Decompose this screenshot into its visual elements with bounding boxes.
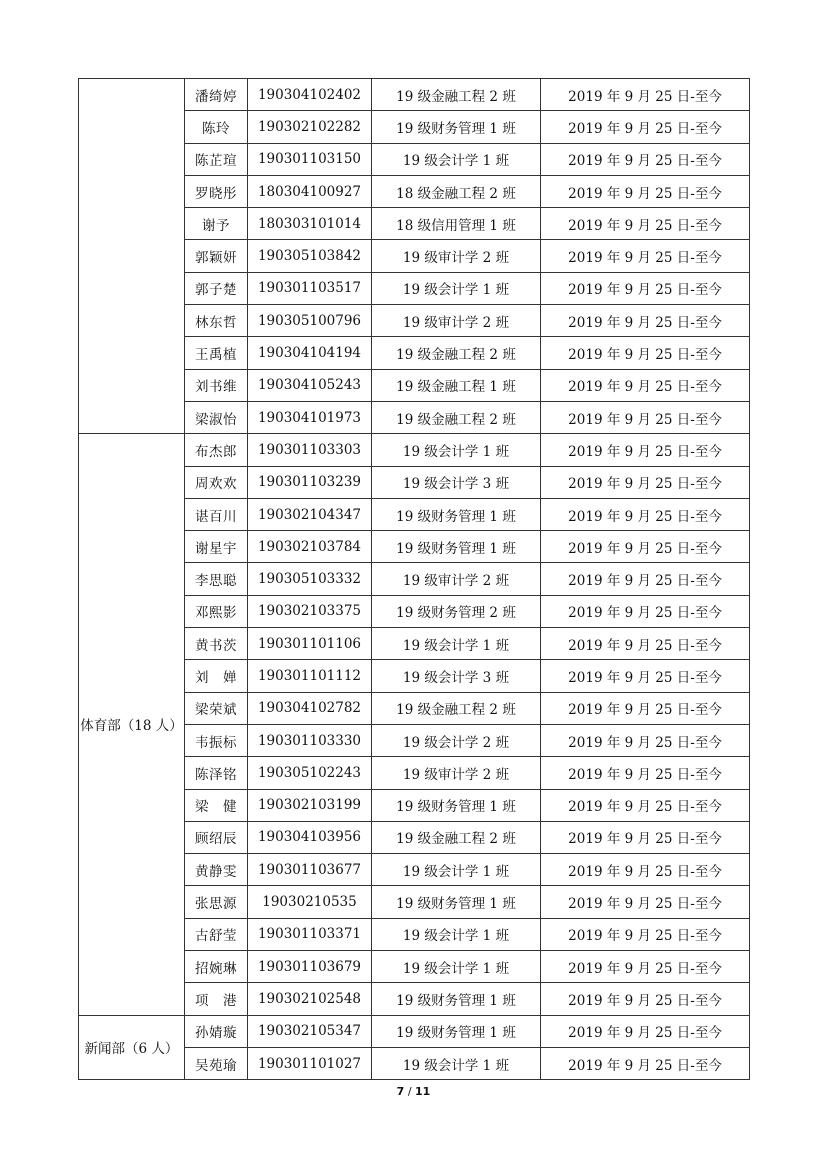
class-cell: 19 级财务管理 1 班 <box>372 111 541 143</box>
student-id-cell: 190302102548 <box>248 983 372 1015</box>
table-row <box>79 1015 750 1047</box>
member-name-cell: 李思聪 <box>185 563 248 595</box>
class-cell: 19 级财务管理 1 班 <box>372 1015 541 1047</box>
department-cell: 新闻部（6 人） <box>79 1015 185 1080</box>
student-id-cell: 190305100796 <box>248 305 372 337</box>
student-id-cell: 190302105347 <box>248 1015 372 1047</box>
term-period-cell: 2019 年 9 月 25 日-至今 <box>541 208 750 240</box>
class-cell: 19 级会计学 1 班 <box>372 272 541 304</box>
member-name-cell: 黄静雯 <box>185 854 248 886</box>
student-id-cell: 190301103239 <box>248 466 372 498</box>
member-name-cell: 潘绮婷 <box>185 79 248 111</box>
member-name-cell: 布杰郎 <box>185 434 248 466</box>
term-period-cell: 2019 年 9 月 25 日-至今 <box>541 369 750 401</box>
class-cell: 19 级会计学 1 班 <box>372 951 541 983</box>
class-cell: 19 级会计学 2 班 <box>372 724 541 756</box>
member-name-cell: 招婉琳 <box>185 951 248 983</box>
term-period-cell: 2019 年 9 月 25 日-至今 <box>541 466 750 498</box>
table-row <box>79 434 750 466</box>
class-cell: 18 级金融工程 2 班 <box>372 175 541 207</box>
class-cell: 19 级会计学 3 班 <box>372 466 541 498</box>
member-name-cell: 项 港 <box>185 983 248 1015</box>
term-period-cell: 2019 年 9 月 25 日-至今 <box>541 175 750 207</box>
member-name-cell: 陈泽铭 <box>185 757 248 789</box>
student-id-cell: 190305102243 <box>248 757 372 789</box>
student-id-cell: 190301101106 <box>248 628 372 660</box>
term-period-cell: 2019 年 9 月 25 日-至今 <box>541 595 750 627</box>
student-id-cell: 190305103842 <box>248 240 372 272</box>
class-cell: 19 级会计学 1 班 <box>372 918 541 950</box>
current-page-number: 7 <box>396 1085 405 1098</box>
student-id-cell: 190301103330 <box>248 724 372 756</box>
member-name-cell: 陈芷瑄 <box>185 143 248 175</box>
student-id-cell: 190302103199 <box>248 789 372 821</box>
class-cell: 19 级金融工程 2 班 <box>372 337 541 369</box>
member-name-cell: 张思源 <box>185 886 248 918</box>
student-id-cell: 190301103517 <box>248 272 372 304</box>
student-id-cell: 190304102402 <box>248 79 372 111</box>
student-id-cell: 190304105243 <box>248 369 372 401</box>
class-cell: 19 级财务管理 1 班 <box>372 498 541 530</box>
student-id-cell: 190301103150 <box>248 143 372 175</box>
member-name-cell: 韦振标 <box>185 724 248 756</box>
member-name-cell: 孙婧璇 <box>185 1015 248 1047</box>
student-id-cell: 180304100927 <box>248 175 372 207</box>
term-period-cell: 2019 年 9 月 25 日-至今 <box>541 111 750 143</box>
term-period-cell: 2019 年 9 月 25 日-至今 <box>541 789 750 821</box>
member-name-cell: 邓熙影 <box>185 595 248 627</box>
student-id-cell: 190302104347 <box>248 498 372 530</box>
member-name-cell: 顾绍辰 <box>185 821 248 853</box>
class-cell: 19 级财务管理 2 班 <box>372 595 541 627</box>
class-cell: 19 级金融工程 2 班 <box>372 79 541 111</box>
member-name-cell: 黄书茨 <box>185 628 248 660</box>
member-roster-table <box>78 78 750 1080</box>
term-period-cell: 2019 年 9 月 25 日-至今 <box>541 1047 750 1079</box>
student-id-cell: 190301101027 <box>248 1047 372 1079</box>
total-page-count: 11 <box>415 1085 431 1098</box>
roster-body <box>79 79 750 1080</box>
term-period-cell: 2019 年 9 月 25 日-至今 <box>541 628 750 660</box>
term-period-cell: 2019 年 9 月 25 日-至今 <box>541 854 750 886</box>
member-name-cell: 罗晓彤 <box>185 175 248 207</box>
term-period-cell: 2019 年 9 月 25 日-至今 <box>541 143 750 175</box>
term-period-cell: 2019 年 9 月 25 日-至今 <box>541 305 750 337</box>
member-name-cell: 古舒莹 <box>185 918 248 950</box>
member-name-cell: 刘书维 <box>185 369 248 401</box>
class-cell: 19 级会计学 1 班 <box>372 434 541 466</box>
term-period-cell: 2019 年 9 月 25 日-至今 <box>541 757 750 789</box>
class-cell: 19 级财务管理 1 班 <box>372 886 541 918</box>
student-id-cell: 190305103332 <box>248 563 372 595</box>
class-cell: 19 级会计学 3 班 <box>372 660 541 692</box>
term-period-cell: 2019 年 9 月 25 日-至今 <box>541 240 750 272</box>
class-cell: 19 级财务管理 1 班 <box>372 531 541 563</box>
class-cell: 18 级信用管理 1 班 <box>372 208 541 240</box>
class-cell: 19 级金融工程 2 班 <box>372 692 541 724</box>
member-name-cell: 王禹植 <box>185 337 248 369</box>
table-row <box>79 79 750 111</box>
member-name-cell: 郭颖妍 <box>185 240 248 272</box>
term-period-cell: 2019 年 9 月 25 日-至今 <box>541 886 750 918</box>
class-cell: 19 级金融工程 1 班 <box>372 369 541 401</box>
member-name-cell: 谢星宇 <box>185 531 248 563</box>
student-id-cell: 190302103375 <box>248 595 372 627</box>
class-cell: 19 级会计学 1 班 <box>372 854 541 886</box>
student-id-cell: 190301103371 <box>248 918 372 950</box>
class-cell: 19 级审计学 2 班 <box>372 305 541 337</box>
term-period-cell: 2019 年 9 月 25 日-至今 <box>541 531 750 563</box>
member-name-cell: 郭子楚 <box>185 272 248 304</box>
member-name-cell: 吴苑瑜 <box>185 1047 248 1079</box>
member-name-cell: 梁淑怡 <box>185 401 248 433</box>
class-cell: 19 级审计学 2 班 <box>372 563 541 595</box>
term-period-cell: 2019 年 9 月 25 日-至今 <box>541 272 750 304</box>
student-id-cell: 19030210535 <box>248 886 372 918</box>
term-period-cell: 2019 年 9 月 25 日-至今 <box>541 918 750 950</box>
student-id-cell: 190301103677 <box>248 854 372 886</box>
term-period-cell: 2019 年 9 月 25 日-至今 <box>541 434 750 466</box>
member-name-cell: 刘 婵 <box>185 660 248 692</box>
student-id-cell: 190301103679 <box>248 951 372 983</box>
member-name-cell: 梁 健 <box>185 789 248 821</box>
student-id-cell: 190302103784 <box>248 531 372 563</box>
member-name-cell: 谌百川 <box>185 498 248 530</box>
student-id-cell: 190304101973 <box>248 401 372 433</box>
page-footer <box>0 1085 827 1098</box>
class-cell: 19 级会计学 1 班 <box>372 143 541 175</box>
class-cell: 19 级财务管理 1 班 <box>372 789 541 821</box>
term-period-cell: 2019 年 9 月 25 日-至今 <box>541 337 750 369</box>
member-name-cell: 梁荣斌 <box>185 692 248 724</box>
class-cell: 19 级会计学 1 班 <box>372 1047 541 1079</box>
class-cell: 19 级财务管理 1 班 <box>372 983 541 1015</box>
term-period-cell: 2019 年 9 月 25 日-至今 <box>541 951 750 983</box>
department-cell <box>79 79 185 434</box>
department-cell: 体育部（18 人） <box>79 434 185 1015</box>
member-name-cell: 谢予 <box>185 208 248 240</box>
class-cell: 19 级审计学 2 班 <box>372 757 541 789</box>
student-id-cell: 180303101014 <box>248 208 372 240</box>
student-id-cell: 190302102282 <box>248 111 372 143</box>
member-name-cell: 陈玲 <box>185 111 248 143</box>
term-period-cell: 2019 年 9 月 25 日-至今 <box>541 821 750 853</box>
class-cell: 19 级会计学 1 班 <box>372 628 541 660</box>
term-period-cell: 2019 年 9 月 25 日-至今 <box>541 563 750 595</box>
class-cell: 19 级金融工程 2 班 <box>372 821 541 853</box>
page-separator: / <box>407 1085 412 1098</box>
student-id-cell: 190301101112 <box>248 660 372 692</box>
term-period-cell: 2019 年 9 月 25 日-至今 <box>541 692 750 724</box>
term-period-cell: 2019 年 9 月 25 日-至今 <box>541 983 750 1015</box>
term-period-cell: 2019 年 9 月 25 日-至今 <box>541 660 750 692</box>
class-cell: 19 级金融工程 2 班 <box>372 401 541 433</box>
student-id-cell: 190301103303 <box>248 434 372 466</box>
term-period-cell: 2019 年 9 月 25 日-至今 <box>541 401 750 433</box>
student-id-cell: 190304103956 <box>248 821 372 853</box>
term-period-cell: 2019 年 9 月 25 日-至今 <box>541 724 750 756</box>
term-period-cell: 2019 年 9 月 25 日-至今 <box>541 79 750 111</box>
class-cell: 19 级审计学 2 班 <box>372 240 541 272</box>
member-name-cell: 林东哲 <box>185 305 248 337</box>
term-period-cell: 2019 年 9 月 25 日-至今 <box>541 498 750 530</box>
term-period-cell: 2019 年 9 月 25 日-至今 <box>541 1015 750 1047</box>
student-id-cell: 190304102782 <box>248 692 372 724</box>
student-id-cell: 190304104194 <box>248 337 372 369</box>
member-name-cell: 周欢欢 <box>185 466 248 498</box>
